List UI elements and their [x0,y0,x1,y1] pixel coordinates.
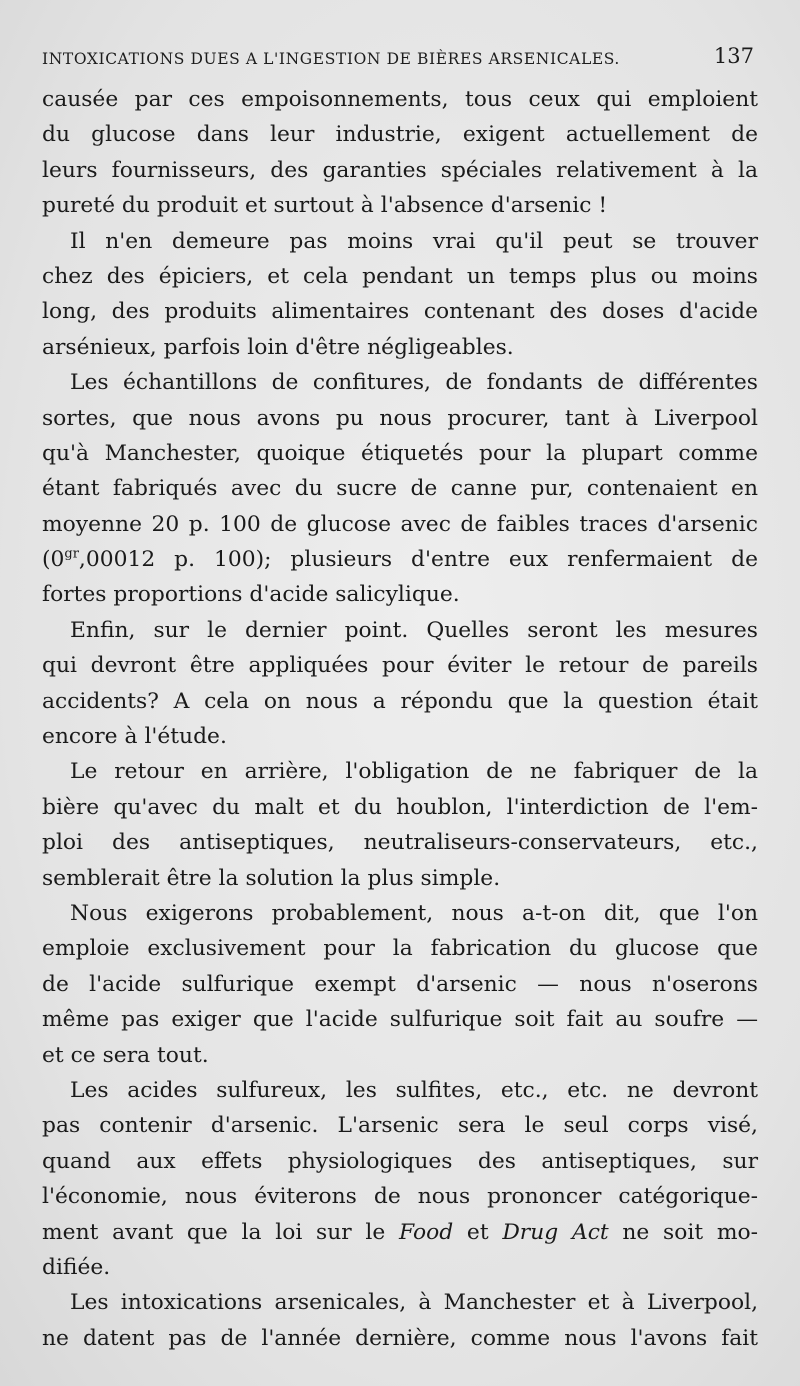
text-fragment: ment avant que la loi sur le [42,1219,400,1245]
text-line: arsénieux, parfois loin d'être négligeables. [42,334,514,360]
page-number: 137 [713,44,754,68]
text-line: l'économie, nous éviterons de nous prononcer catégorique- [42,1184,758,1210]
text-line: Les acides sulfureux, les sulfites, etc., etc. ne devront [70,1077,758,1103]
text-fragment: (0 [42,547,65,573]
text-line: Le retour en arrière, l'obligation de ne fabriquer de la [70,759,758,785]
text-line: pas contenir d'arsenic. L'arsenic sera le seul corps visé, [42,1113,758,1139]
text-line: Les intoxications arsenicales, à Manchester et à Liverpool, [70,1290,758,1316]
text-line: fortes proportions d'acide salicylique. [42,582,460,608]
running-header [42,38,758,68]
text-line: semblerait être la solution la plus simple. [42,865,501,891]
text-line: Enfin, sur le dernier point. Quelles seront les mesures [70,617,758,643]
text-line: même pas exiger que l'acide sulfurique soit fait au soufre — [42,1007,758,1033]
text-line: Nous exigerons probablement, nous a-t-on dit, que l'on [70,900,758,926]
text-line: qui devront être appliquées pour éviter le retour de pareils [42,653,758,679]
text-line: difiée. [42,1254,111,1280]
text-line: sortes, que nous avons pu nous procurer, tant à Liverpool [42,405,758,431]
text-line: et ce sera tout. [42,1042,209,1068]
text-line: Il n'en demeure pas moins vrai qu'il peut se trouver [70,228,758,254]
text-line: du glucose dans leur industrie, exigent actuellement de [42,122,758,148]
text-line: moyenne 20 p. 100 de glucose avec de faibles traces d'arsenic [42,511,758,537]
text-line: bière qu'avec du malt et du houblon, l'interdiction de l'em- [42,794,758,820]
text-line: emploie exclusivement pour la fabrication du glucose que [42,936,758,962]
text-line: long, des produits alimentaires contenant des doses d'acide [42,299,758,325]
text-line-with-italics [42,1215,758,1250]
text-line: étant fabriqués avec du sucre de canne pur, contenaient en [42,476,758,502]
running-title: INTOXICATIONS DUES A L'INGESTION DE BIÈRES ARSENICALES. [42,50,620,68]
text-line: chez des épiciers, et cela pendant un temps plus ou moins [42,263,758,289]
text-line: encore à l'étude. [42,724,227,750]
italic-term: Drug Act [502,1219,609,1245]
italic-term: Food [399,1219,454,1245]
text-line: ploi des antiseptiques, neutraliseurs-conservateurs, etc., [42,830,758,856]
superscript-unit: gr [64,546,79,562]
body-text [42,82,758,1356]
text-line: leurs fournisseurs, des garanties spéciales relativement à la [42,157,758,183]
text-line-with-superscript [42,542,758,577]
text-line: qu'à Manchester, quoique étiquetés pour la plupart comme [42,440,758,466]
text-fragment: ,00012 p. 100); plusieurs d'entre eux renfermaient de [78,547,758,573]
text-line: pureté du produit et surtout à l'absence d'arsenic ! [42,193,608,219]
text-line: Les échantillons de confitures, de fondants de différentes [70,370,758,396]
text-line: ne datent pas de l'année dernière, comme nous l'avons fait [42,1325,758,1351]
text-fragment: ne soit mo- [608,1219,758,1245]
text-line: quand aux effets physiologiques des antiseptiques, sur [42,1148,758,1174]
text-fragment: et [453,1219,503,1245]
text-line: accidents? A cela on nous a répondu que la question était [42,688,758,714]
text-line: de l'acide sulfurique exempt d'arsenic — nous n'oserons [42,971,758,997]
text-line: causée par ces empoisonnements, tous ceux qui emploient [42,87,758,112]
